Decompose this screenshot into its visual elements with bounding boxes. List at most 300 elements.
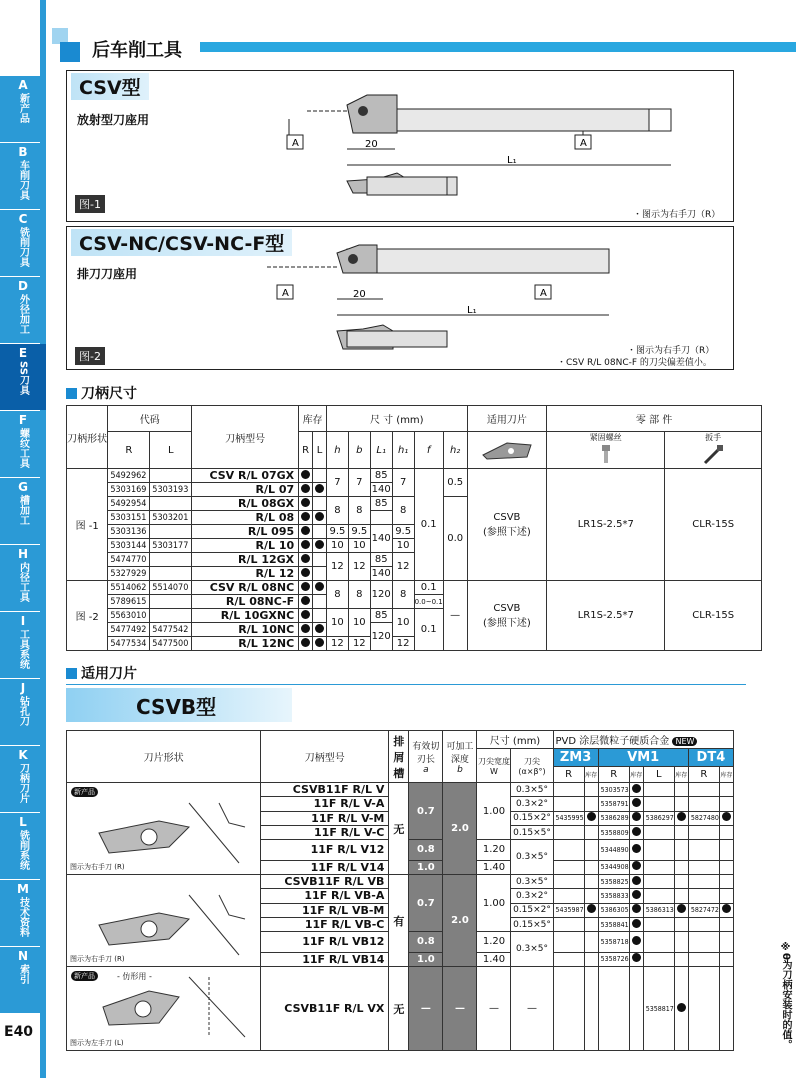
- cell-blank: [370, 511, 392, 525]
- cell: 140: [371, 484, 391, 495]
- sidebar-label: 外径加工: [17, 294, 29, 334]
- th-h1: h₁: [392, 432, 414, 469]
- cell: [150, 497, 192, 511]
- wrench-image: [665, 432, 762, 469]
- cell: [553, 952, 584, 966]
- cell: 12: [348, 553, 370, 581]
- stock-cell: [629, 860, 643, 874]
- sidebar-tab-k[interactable]: [0, 746, 46, 812]
- stock-cell: [674, 783, 688, 797]
- cell: —: [477, 967, 511, 1051]
- cell: R/L 07: [192, 483, 299, 497]
- cell: LR1S-2.5*7: [547, 469, 665, 581]
- stock-dot: [632, 890, 641, 899]
- cell: 5358833: [598, 889, 629, 903]
- th-b: b: [348, 432, 370, 469]
- cell: 11F R/L V12: [261, 840, 389, 861]
- stock-dot: [632, 876, 641, 885]
- stock-dot: [632, 936, 641, 945]
- cell: 0.8: [409, 932, 443, 953]
- cell: —: [443, 967, 477, 1051]
- blank-cell: [553, 967, 584, 1051]
- stock-cell: [299, 553, 313, 567]
- cell: 5474770: [108, 553, 150, 567]
- grade-dt4: DT4: [688, 749, 733, 767]
- cell: 0.3×2°: [511, 797, 553, 811]
- cell: [553, 860, 584, 874]
- th-parts: 零 部 件: [547, 406, 762, 432]
- cell: 5492962: [108, 469, 150, 483]
- cell: CSV R/L 08NC: [192, 581, 299, 595]
- cell: [553, 797, 584, 811]
- stock-cell: [674, 903, 688, 917]
- sidebar-tab-i[interactable]: [0, 612, 46, 678]
- stock-cell: [719, 917, 733, 931]
- stock-dot: [301, 554, 310, 563]
- cell: 5827472: [688, 903, 719, 917]
- stock-cell: [629, 797, 643, 811]
- stock-cell: [719, 860, 733, 874]
- sidebar-tab-m[interactable]: [0, 880, 46, 946]
- stock-dot: [632, 919, 641, 928]
- stock-cell: [584, 917, 598, 931]
- th2-shape: 刀片形状: [67, 731, 261, 783]
- th2-zm3-stock: 库存: [584, 767, 598, 783]
- cell: 0.7: [409, 875, 443, 932]
- cell: —: [409, 967, 443, 1051]
- sidebar-tab-g[interactable]: [0, 478, 46, 544]
- cell: 5303136: [108, 525, 150, 539]
- cell: 85: [370, 553, 392, 567]
- cell: [688, 889, 719, 903]
- cell: 5435987: [553, 903, 584, 917]
- cell: 10: [392, 539, 414, 553]
- th-model: 刀柄型号: [192, 406, 299, 469]
- sidebar-label: 钻孔刀: [17, 696, 29, 726]
- cell: 2.0: [443, 783, 477, 875]
- cell: [643, 889, 674, 903]
- cell: [643, 952, 674, 966]
- stock-cell: [674, 917, 688, 931]
- stock-cell: [674, 797, 688, 811]
- cell: 5344908: [598, 860, 629, 874]
- sidebar-label: 内径工具: [17, 562, 29, 602]
- cell: 11F R/L VB12: [261, 932, 389, 953]
- cell: 5358809: [598, 825, 629, 839]
- stock-cell: [299, 469, 313, 483]
- stock-cell: [584, 825, 598, 839]
- cell: CSV R/L 07GX: [192, 469, 299, 483]
- th2-dt4-r: R: [688, 767, 719, 783]
- header-bar: [200, 42, 796, 52]
- cell: [553, 783, 584, 797]
- new-badge: NEW: [672, 737, 697, 746]
- cell: [688, 860, 719, 874]
- cell: [150, 595, 192, 609]
- stock-cell: [719, 797, 733, 811]
- cell: 5492954: [108, 497, 150, 511]
- stock-cell: [719, 825, 733, 839]
- stock-cell: [584, 952, 598, 966]
- stock-dot: [315, 638, 324, 647]
- stock-cell: [674, 860, 688, 874]
- stock-cell: [629, 952, 643, 966]
- cell: 11F R/L VB-A: [261, 889, 389, 903]
- sidebar-letter: D: [18, 279, 28, 293]
- cell: R/L 08GX: [192, 497, 299, 511]
- screw-image: [547, 432, 665, 469]
- stock-dot: [301, 498, 310, 507]
- stock-cell: [719, 903, 733, 917]
- datum-a-1: A: [292, 138, 299, 149]
- sidebar-tab-c[interactable]: [0, 210, 46, 276]
- stock-dot: [315, 484, 324, 493]
- cell: 1.20: [477, 932, 511, 953]
- cell: 0.3×5°: [511, 840, 553, 875]
- cell: 12: [348, 637, 370, 651]
- cell: 无: [389, 967, 409, 1051]
- blank-cell: [584, 967, 598, 1051]
- stock-cell: [719, 952, 733, 966]
- cell: [688, 797, 719, 811]
- cell: 5358726: [598, 952, 629, 966]
- fig-1-note: ・图示为右手刀（R）: [633, 210, 721, 220]
- sidebar-letter: J: [20, 681, 26, 695]
- cell: 0.5: [443, 469, 467, 497]
- stock-cell: [719, 783, 733, 797]
- cell: 5358841: [598, 917, 629, 931]
- cell: CSVB (参照下述): [467, 469, 547, 581]
- cell: 有: [389, 875, 409, 967]
- th2-dims: 尺寸 (mm): [477, 731, 553, 749]
- fig-2-label: 图-2: [75, 347, 105, 365]
- cell: 5358825: [598, 875, 629, 889]
- insert-shape-cell-vx: [67, 967, 261, 1051]
- cell: 1.0: [409, 952, 443, 966]
- sidebar-tab-d[interactable]: [0, 277, 46, 343]
- stock-cell: [584, 840, 598, 861]
- sidebar-letter: F: [18, 413, 28, 427]
- shank-dimension-heading: [66, 384, 137, 402]
- insert-drawing: [69, 875, 259, 963]
- th2-vm1r-stock: 库存: [629, 767, 643, 783]
- cell: 10: [348, 609, 370, 637]
- theta-note: ※θ为刀柄安装时的值。: [780, 942, 791, 1050]
- cell: 0.15×2°: [511, 903, 553, 917]
- th2-model: 刀柄型号: [261, 731, 389, 783]
- insert-rule: [66, 684, 746, 685]
- cell: [688, 932, 719, 953]
- sidebar-label: 铣削刀具: [17, 227, 29, 267]
- sidebar-label: 新产品: [17, 93, 29, 123]
- shank-row: [67, 469, 762, 483]
- insert-shape-cell: [67, 783, 261, 875]
- stock-dot: [301, 484, 310, 493]
- stock-cell: [299, 623, 313, 637]
- stock-cell: [313, 539, 327, 553]
- stock-cell: [313, 637, 327, 651]
- cell: [643, 875, 674, 889]
- stock-cell: [313, 525, 327, 539]
- stock-dot: [587, 904, 596, 913]
- stock-cell: [584, 889, 598, 903]
- cell: 5303169: [108, 483, 150, 497]
- new-product-badge: 新产品: [71, 787, 98, 797]
- cell: [643, 797, 674, 811]
- cell: 12: [326, 637, 348, 651]
- fig-1-label: 图-1: [75, 195, 105, 213]
- cell: 12: [392, 553, 414, 581]
- sidebar-letter: M: [17, 882, 29, 896]
- cell: 85: [370, 497, 392, 511]
- stock-cell: [299, 567, 313, 581]
- csv-drawing: [67, 71, 735, 223]
- th2-tip-sym: (α×β°): [518, 766, 546, 776]
- th-stock: 库存: [299, 406, 327, 432]
- cell: [150, 553, 192, 567]
- cell: 5358791: [598, 797, 629, 811]
- th-h: h: [326, 432, 348, 469]
- datum-a-2: A: [580, 138, 587, 149]
- sidebar-label: 索引: [17, 964, 29, 984]
- stock-cell: [674, 811, 688, 825]
- stock-dot: [301, 582, 310, 591]
- cell: [643, 825, 674, 839]
- cell: 0.0~0.1: [414, 595, 443, 609]
- cell: 0.3×2°: [511, 889, 553, 903]
- stock-cell: [674, 889, 688, 903]
- cell: 0.3×5°: [511, 875, 553, 889]
- cell: 1.20: [477, 840, 511, 861]
- sidebar-letter: C: [18, 212, 28, 226]
- cell: 10: [392, 609, 414, 637]
- insert-row-vx: [67, 967, 734, 1051]
- stock-cell: [584, 932, 598, 953]
- sidebar-label: 槽加工: [17, 495, 29, 525]
- stock-dot: [632, 844, 641, 853]
- stock-cell: [719, 840, 733, 861]
- cell: 12: [326, 553, 348, 581]
- stock-cell: [313, 567, 327, 581]
- th-l1: L₁: [370, 432, 392, 469]
- sidebar-tab-j[interactable]: [0, 679, 46, 745]
- cell: 5514070: [150, 581, 192, 595]
- cell: 9.5: [326, 525, 348, 539]
- cell: 5303201: [150, 511, 192, 525]
- stock-cell: [299, 609, 313, 623]
- insert-row: [67, 783, 734, 797]
- cell: [553, 889, 584, 903]
- stock-cell: [299, 581, 313, 595]
- th-screw: 紧固螺丝: [589, 433, 622, 442]
- dim-20: 20: [365, 139, 378, 150]
- sidebar-tab-e[interactable]: [0, 344, 46, 410]
- cell: [688, 917, 719, 931]
- stock-cell: [584, 903, 598, 917]
- cell: 5789615: [108, 595, 150, 609]
- th-h2: h₂: [443, 432, 467, 469]
- cell: 11F R/L VB-M: [261, 903, 389, 917]
- cell: 8: [348, 497, 370, 525]
- sidebar-tab-b[interactable]: [0, 143, 46, 209]
- cell: 5514062: [108, 581, 150, 595]
- section-marker: [66, 388, 77, 399]
- stock-cell: [313, 497, 327, 511]
- th2-vm1-l: L: [643, 767, 674, 783]
- cell: 5477534: [108, 637, 150, 651]
- cell: R/L 095: [192, 525, 299, 539]
- cell: 0.15×2°: [511, 811, 553, 825]
- cell: 5303177: [150, 539, 192, 553]
- stock-cell: [313, 609, 327, 623]
- chapter-sidebar: [0, 76, 46, 1014]
- blank-cell: [598, 967, 629, 1051]
- vx-insert-drawing: [69, 967, 259, 1047]
- cell: 0.0: [443, 497, 467, 581]
- csvb-banner: CSVB型: [66, 688, 292, 722]
- stock-cell: [629, 903, 643, 917]
- sidebar-letter: K: [18, 748, 28, 762]
- insert-heading-title: 适用刀片: [81, 666, 137, 682]
- shank-dimension-title: 刀柄尺寸: [81, 386, 137, 402]
- cell: 0.8: [409, 840, 443, 861]
- th-f: f: [414, 432, 443, 469]
- cell: —: [443, 581, 467, 651]
- cell: 85: [370, 609, 392, 623]
- blank-cell: [719, 967, 733, 1051]
- page-title: 后车削工具: [92, 40, 182, 61]
- header-square-dark: [60, 42, 80, 62]
- cell: —: [511, 967, 553, 1051]
- stock-cell: [629, 811, 643, 825]
- insert-table: [66, 730, 734, 1051]
- stock-cell: [629, 840, 643, 861]
- stock-cell: [719, 932, 733, 953]
- stock-cell: [313, 623, 327, 637]
- cell: [553, 875, 584, 889]
- stock-dot: [315, 512, 324, 521]
- stock-dot: [722, 812, 731, 821]
- cell: 5386313: [643, 903, 674, 917]
- cell: R/L 12GX: [192, 553, 299, 567]
- cell: CLR-15S: [665, 469, 762, 581]
- cell: R/L 10GXNC: [192, 609, 299, 623]
- stock-dot: [632, 904, 641, 913]
- sidebar-letter: G: [18, 480, 28, 494]
- cell: CSVB11F R/L V: [261, 783, 389, 797]
- blank-cell: [688, 967, 719, 1051]
- insert-image: [467, 432, 547, 469]
- cell: 5435995: [553, 811, 584, 825]
- cell: 5477492: [108, 623, 150, 637]
- stock-cell: [719, 875, 733, 889]
- sidebar-label: 铣削系统: [17, 830, 29, 870]
- stock-cell: [313, 581, 327, 595]
- cell: R/L 10NC: [192, 623, 299, 637]
- stock-dot: [301, 624, 310, 633]
- cell: 10: [326, 609, 348, 637]
- cell: [643, 917, 674, 931]
- cell: 9.5: [392, 525, 414, 539]
- stock-cell: [674, 840, 688, 861]
- cell: [150, 609, 192, 623]
- cell: 1.00: [477, 783, 511, 840]
- th2-length: 有效切刃长: [412, 741, 440, 765]
- csv-nc-box: [66, 226, 734, 370]
- cell: R/L 10: [192, 539, 299, 553]
- cell: [688, 875, 719, 889]
- cell: 11F R/L V14: [261, 860, 389, 874]
- th2-chip: 排屑槽: [389, 731, 409, 783]
- sidebar-tab-h[interactable]: [0, 545, 46, 611]
- stock-cell: [313, 483, 327, 497]
- th-stock-r: R: [299, 432, 313, 469]
- th-code-l: L: [150, 432, 192, 469]
- th2-w: 刀尖宽度: [477, 756, 510, 766]
- cell: 5827480: [688, 811, 719, 825]
- cell: [688, 825, 719, 839]
- th2-w-sym: W: [490, 766, 498, 776]
- cell: 5477542: [150, 623, 192, 637]
- cell: 7: [392, 469, 414, 497]
- stock-cell: [299, 511, 313, 525]
- insert-ref: (参照下述): [482, 617, 531, 629]
- sidebar-tab-a[interactable]: [0, 76, 46, 142]
- cell: 0.1: [414, 581, 443, 595]
- cell: 0.3×5°: [511, 932, 553, 967]
- cell: 10: [326, 539, 348, 553]
- stock-cell: [313, 469, 327, 483]
- sidebar-letter: E: [18, 346, 28, 360]
- th2-depth: 可加工深度: [446, 741, 474, 765]
- cell: 140: [370, 525, 392, 553]
- cell: 5358718: [598, 932, 629, 953]
- sidebar-letter: N: [17, 949, 29, 963]
- stock-dot: [301, 638, 310, 647]
- vx-shape-note: 图示为左手刀 (L): [70, 1039, 124, 1047]
- cell: [688, 783, 719, 797]
- profiling-label: - 仿形用 -: [117, 972, 152, 981]
- cell: 0.1: [414, 469, 443, 581]
- cell: 0.15×5°: [511, 825, 553, 839]
- stock-cell: [629, 889, 643, 903]
- cell: R/L 12: [192, 567, 299, 581]
- cell: [150, 525, 192, 539]
- stock-dot: [301, 526, 310, 535]
- stock-cell: [584, 811, 598, 825]
- cell: 1.40: [477, 952, 511, 966]
- cell: 1.0: [409, 860, 443, 874]
- th-code: 代码: [108, 406, 192, 432]
- sidebar-label: 技术资料: [17, 897, 29, 937]
- sidebar-tab-n[interactable]: [0, 947, 46, 1013]
- stock-dot: [722, 904, 731, 913]
- sidebar-label: 螺纹工具: [17, 428, 29, 468]
- sidebar-tab-f[interactable]: [0, 411, 46, 477]
- stock-cell: [313, 511, 327, 525]
- stock-dot: [632, 861, 641, 870]
- csv-title: CSV型: [71, 73, 149, 100]
- cell: 5303144: [108, 539, 150, 553]
- sidebar-tab-l[interactable]: [0, 813, 46, 879]
- cell: [553, 825, 584, 839]
- cell: 8: [392, 581, 414, 609]
- page-header: [52, 28, 796, 64]
- cell: R/L 12NC: [192, 637, 299, 651]
- sidebar-letter: H: [17, 547, 29, 561]
- stock-cell: [674, 875, 688, 889]
- stock-cell: [584, 783, 598, 797]
